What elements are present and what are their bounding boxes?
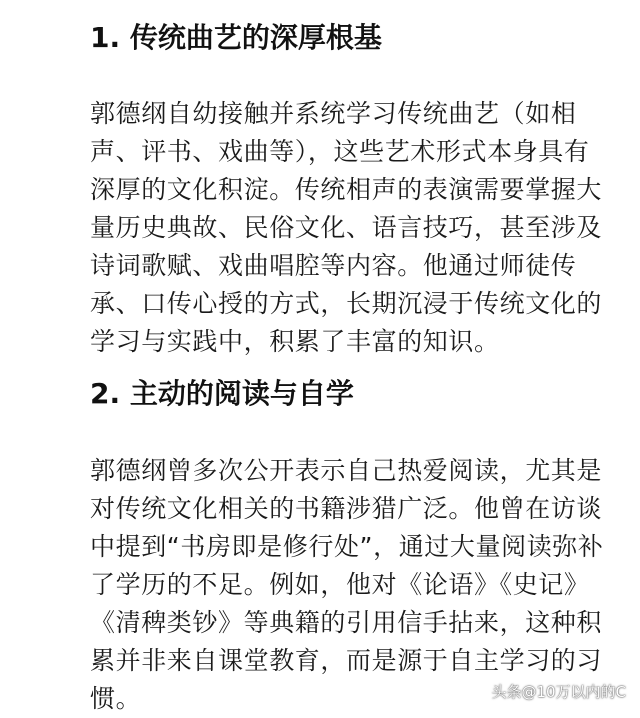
paragraph-line: 中提到“书房即是修行处”，通过大量阅读弥补 — [90, 532, 604, 561]
section-1-heading: 1. 传统曲艺的深厚根基 — [90, 21, 382, 54]
paragraph-line: 郭德纲自幼接触并系统学习传统曲艺（如相 — [90, 99, 577, 128]
paragraph-line: 承、口传心授的方式，长期沉浸于传统文化的 — [90, 289, 603, 318]
paragraph-line: 学习与实践中，积累了丰富的知识。 — [90, 327, 500, 356]
section-2-heading: 2. 主动的阅读与自学 — [90, 377, 354, 410]
section-2-paragraph — [90, 452, 610, 718]
paragraph-line: 对传统文化相关的书籍涉猎广泛。他曾在访谈 — [90, 494, 603, 523]
paragraph-line: 了学历的不足。例如，他对《论语》《史记》 — [90, 570, 590, 599]
paragraph-line: 累并非来自课堂教育，而是源于自主学习的习 — [90, 646, 603, 675]
paragraph-line: 声、评书、戏曲等），这些艺术形式本身具有 — [90, 137, 590, 166]
paragraph-line: 深厚的文化积淀。传统相声的表演需要掌握大 — [90, 175, 603, 204]
paragraph-line: 诗词歌赋、戏曲唱腔等内容。他通过师徒传 — [90, 251, 577, 280]
section-1-paragraph — [90, 95, 610, 361]
source-watermark: 头条@10万以内的C — [491, 683, 626, 701]
paragraph-line: 惯。 — [90, 684, 142, 713]
paragraph-line: 郭德纲曾多次公开表示自己热爱阅读，尤其是 — [90, 456, 603, 485]
paragraph-line: 量历史典故、民俗文化、语言技巧，甚至涉及 — [90, 213, 603, 242]
paragraph-line: 《清稗类钞》等典籍的引用信手拈来，这种积 — [90, 608, 603, 637]
